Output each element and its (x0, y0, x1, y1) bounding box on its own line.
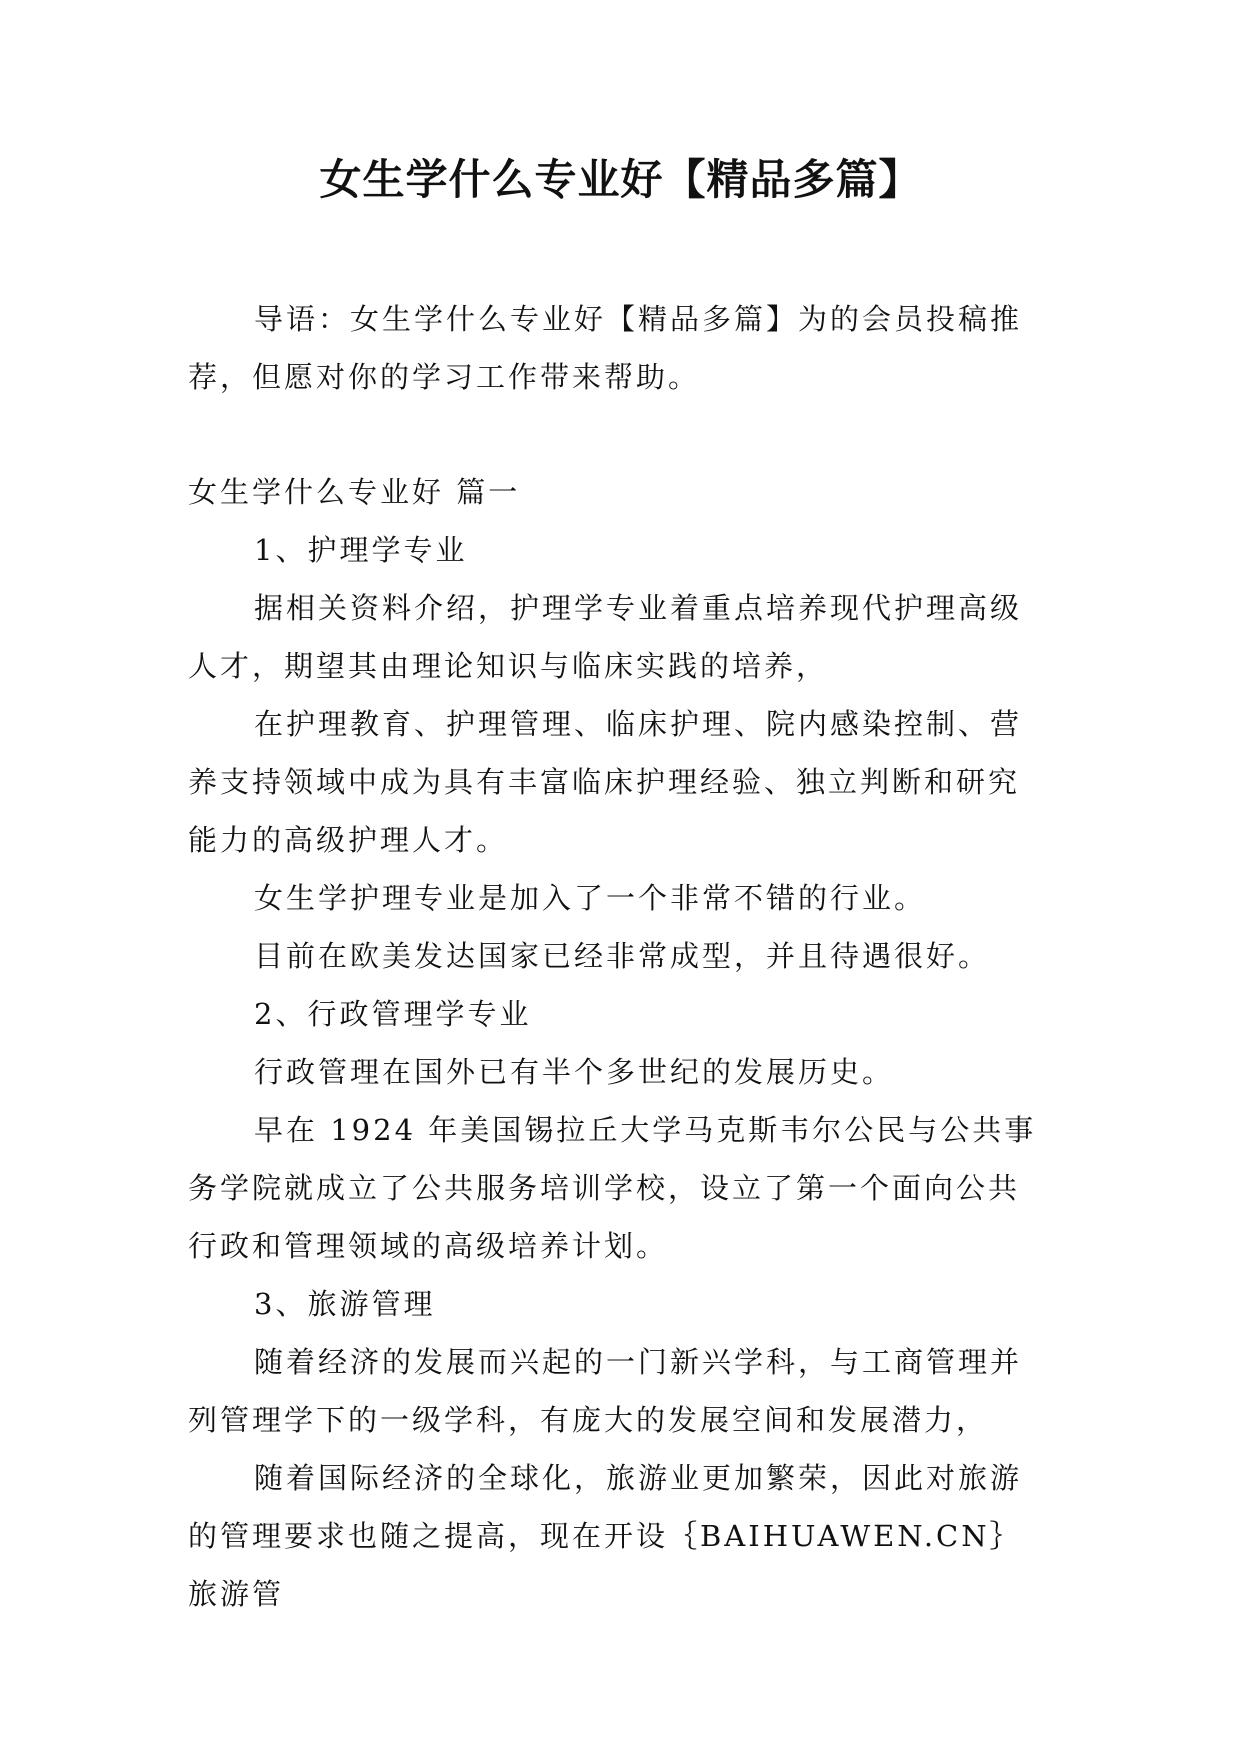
intro-paragraph: 导语：女生学什么专业好【精品多篇】为的会员投稿推荐，但愿对你的学习工作带来帮助。 (188, 302, 1023, 394)
item-heading-tourism: 3、旅游管理 (254, 1287, 436, 1321)
section-heading: 女生学什么专业好 篇一 (188, 475, 521, 509)
paragraph: 随着经济的发展而兴起的一门新兴学科，与工商管理并列管理学下的一级学科，有庞大的发展空间和发展潜力， (188, 1345, 1023, 1437)
paragraph: 行政管理在国外已有半个多世纪的发展历史。 (254, 1055, 895, 1089)
paragraph: 在护理教育、护理管理、临床护理、院内感染控制、营养支持领域中成为具有丰富临床护理经验、独立判断和研究能力的高级护理人才。 (188, 707, 1023, 857)
intro-block (188, 290, 1050, 406)
paragraph: 目前在欧美发达国家已经非常成型，并且待遇很好。 (254, 939, 991, 973)
item-heading-administration: 2、行政管理学专业 (254, 997, 532, 1031)
paragraph: 据相关资料介绍，护理学专业着重点培养现代护理高级人才，期望其由理论知识与临床实践的培养， (188, 591, 1023, 683)
paragraph: 早在 1924 年美国锡拉丘大学马克斯韦尔公民与公共事务学院就成立了公共服务培训学校，设立了第一个面向公共行政和管理领域的高级培养计划。 (188, 1113, 1037, 1263)
article-body (188, 463, 1050, 1623)
paragraph: 随着国际经济的全球化，旅游业更加繁荣，因此对旅游的管理要求也随之提高，现在开设｛BAIHUAWEN.CN｝旅游管 (188, 1461, 1023, 1611)
page-title: 女生学什么专业好【精品多篇】 (319, 155, 922, 204)
paragraph: 女生学护理专业是加入了一个非常不错的行业。 (254, 881, 927, 915)
item-heading-nursing: 1、护理学专业 (254, 533, 468, 567)
